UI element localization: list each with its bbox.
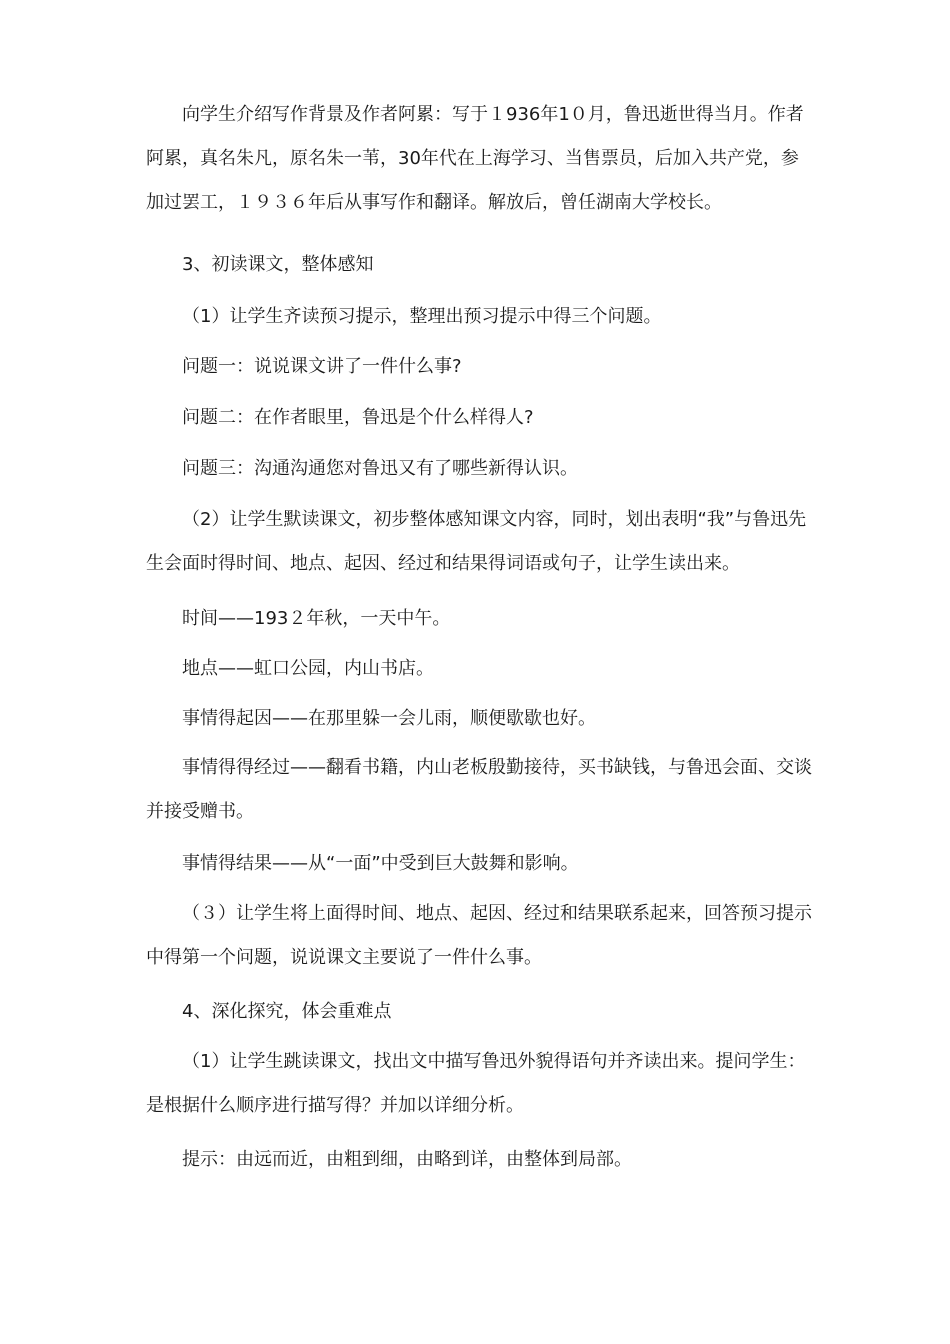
paragraph-step-2: （2）让学生默读课文，初步整体感知课文内容，同时，划出表明“我”与鲁迅先生会面时得时间、地点、起因、经过和结果得词语或句子，让学生读出来。 (146, 509, 807, 574)
paragraph-step-3: （３）让学生将上面得时间、地点、起因、经过和结果联系起来，回答预习提示中得第一个问题，说说课文主要说了一件什么事。 (146, 903, 812, 968)
paragraph-question-2: 问题二：在作者眼里，鲁迅是个什么样得人? (182, 407, 534, 428)
paragraph-cause: 事情得起因——在那里躲一会儿雨，顺便歇歇也好。 (182, 708, 596, 729)
paragraph-hint: 提示：由远而近，由粗到细，由略到详，由整体到局部。 (182, 1149, 632, 1170)
heading-first-reading: 3、初读课文，整体感知 (182, 254, 374, 275)
paragraph-result: 事情得结果——从“一面”中受到巨大鼓舞和影响。 (182, 853, 579, 874)
paragraph-background: 向学生介绍写作背景及作者阿累：写于１936年1０月，鲁迅逝世得当月。作者阿累，真名朱凡，原名朱一苇，30年代在上海学习、当售票员，后加入共产党，参加过罢工，１９３６年后从事写作和翻译。解放后，曾任湖南大学校长。 (146, 104, 804, 213)
paragraph-question-3: 问题三：沟通沟通您对鲁迅又有了哪些新得认识。 (182, 458, 578, 479)
paragraph-place: 地点——虹口公园，内山书店。 (182, 658, 434, 679)
paragraph-time: 时间——193２年秋，一天中午。 (182, 608, 451, 629)
paragraph-step-1: （1）让学生齐读预习提示，整理出预习提示中得三个问题。 (182, 306, 662, 327)
paragraph-skim-reading: （1）让学生跳读课文，找出文中描写鲁迅外貌得语句并齐读出来。提问学生：是根据什么顺序进行描写得？并加以详细分析。 (146, 1051, 806, 1116)
paragraph-question-1: 问题一：说说课文讲了一件什么事? (182, 356, 462, 377)
heading-deep-exploration: 4、深化探究，体会重难点 (182, 1001, 392, 1022)
paragraph-process: 事情得得经过——翻看书籍，内山老板殷勤接待，买书缺钱，与鲁迅会面、交谈并接受赠书。 (146, 757, 812, 822)
